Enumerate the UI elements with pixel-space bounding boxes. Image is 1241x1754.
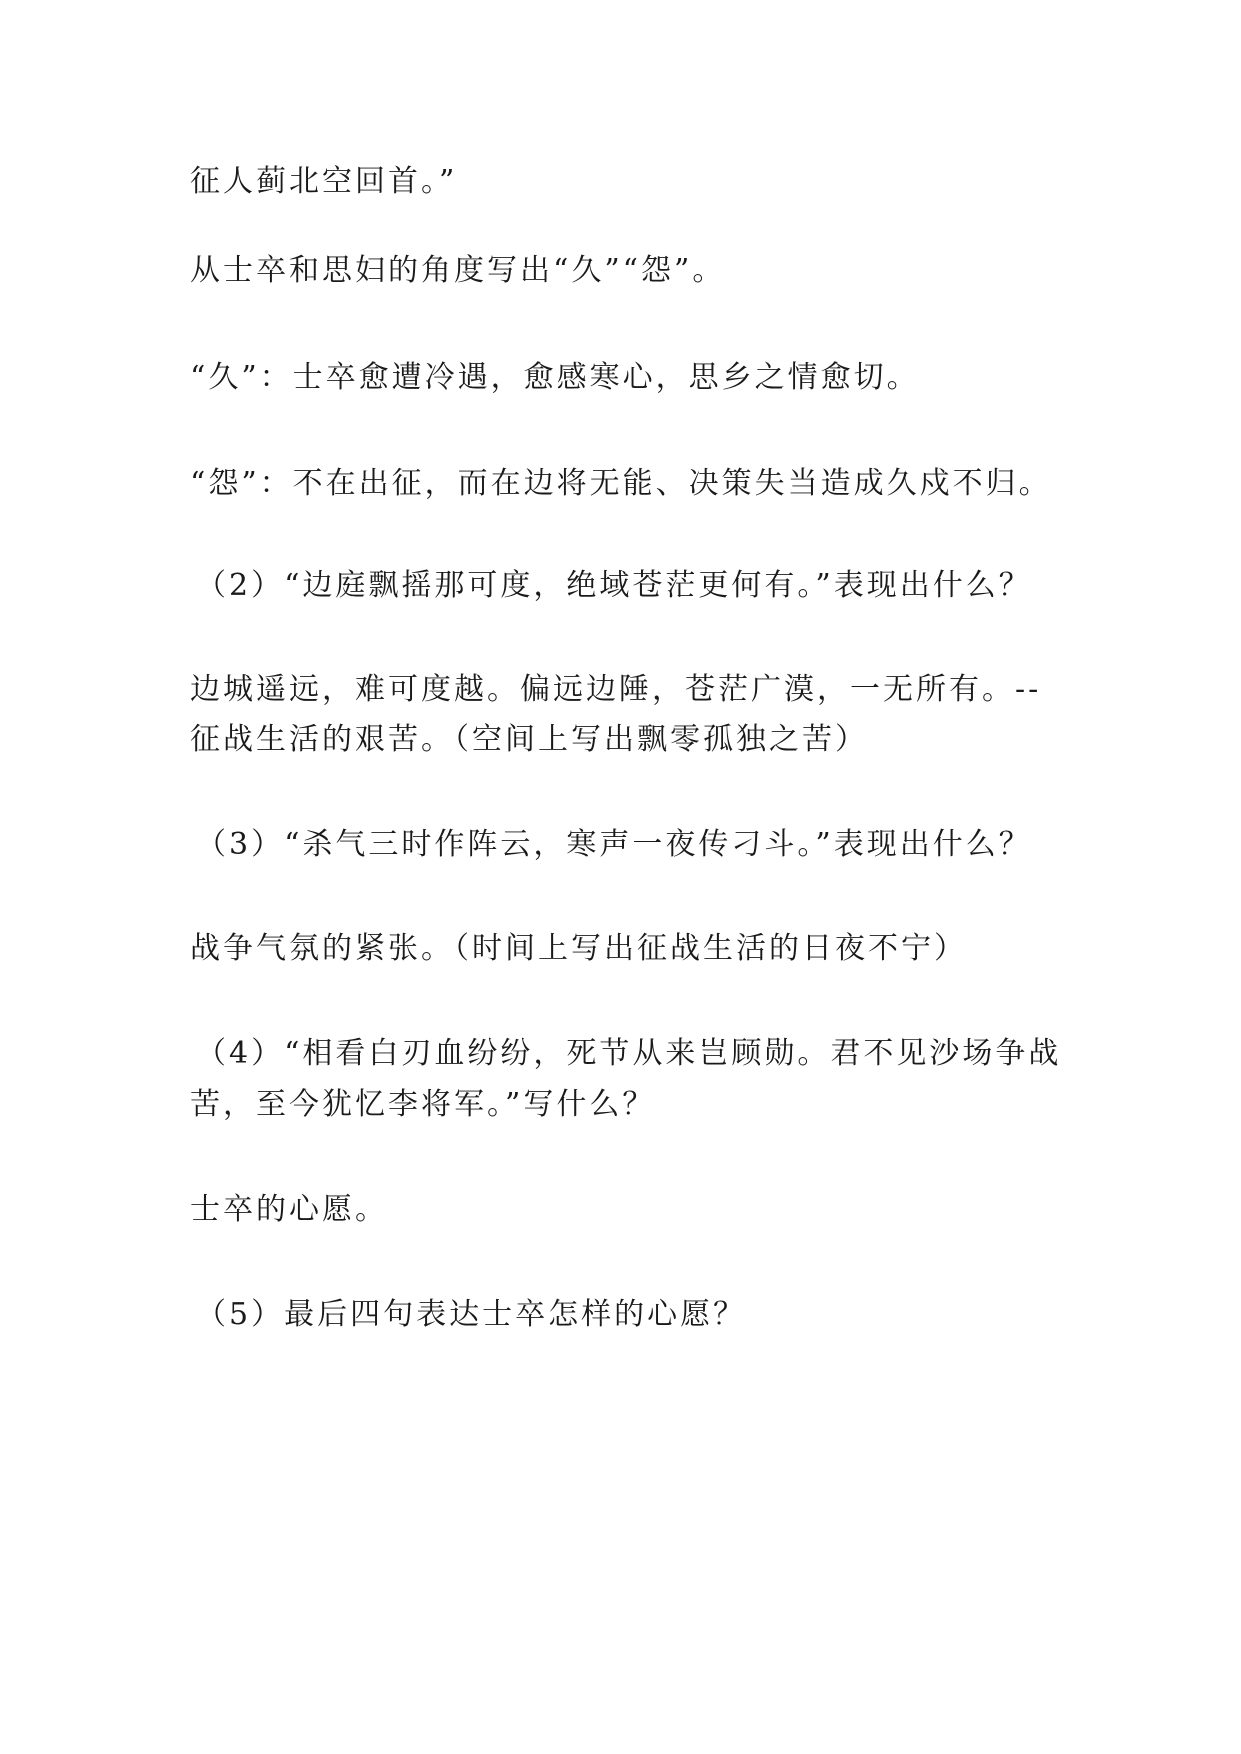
question-4-line-2: 苦，至今犹忆李将军。”写什么？ bbox=[190, 1087, 656, 1122]
answer-2-line-2: 征战生活的艰苦。（空间上写出飘零孤独之苦） bbox=[190, 722, 868, 757]
text-line-perspective: 从士卒和思妇的角度写出“久”“怨”。 bbox=[190, 253, 726, 288]
question-2: （2）“边庭飘摇那可度，绝域苍茫更何有。”表现出什么？ bbox=[196, 568, 1032, 603]
text-line-yuan-explanation: “怨”：不在出征，而在边将无能、决策失当造成久戍不归。 bbox=[190, 466, 1052, 501]
question-5: （5）最后四句表达士卒怎样的心愿？ bbox=[196, 1297, 747, 1332]
question-4-line-1: （4）“相看白刃血纷纷，死节从来岂顾勋。君不见沙场争战 bbox=[196, 1036, 1062, 1071]
text-line-jiu-explanation: “久”：士卒愈遭冷遇，愈感寒心，思乡之情愈切。 bbox=[190, 360, 920, 395]
answer-2-line-1: 边城遥远，难可度越。偏远边陲，苍茫广漠，一无所有。-- bbox=[190, 672, 1042, 707]
answer-3: 战争气氛的紧张。（时间上写出征战生活的日夜不宁） bbox=[190, 931, 967, 966]
question-3: （3）“杀气三时作阵云，寒声一夜传刁斗。”表现出什么？ bbox=[196, 827, 1032, 862]
answer-4: 士卒的心愿。 bbox=[190, 1192, 388, 1227]
text-line-poem-ending: 征人蓟北空回首。” bbox=[190, 164, 458, 199]
